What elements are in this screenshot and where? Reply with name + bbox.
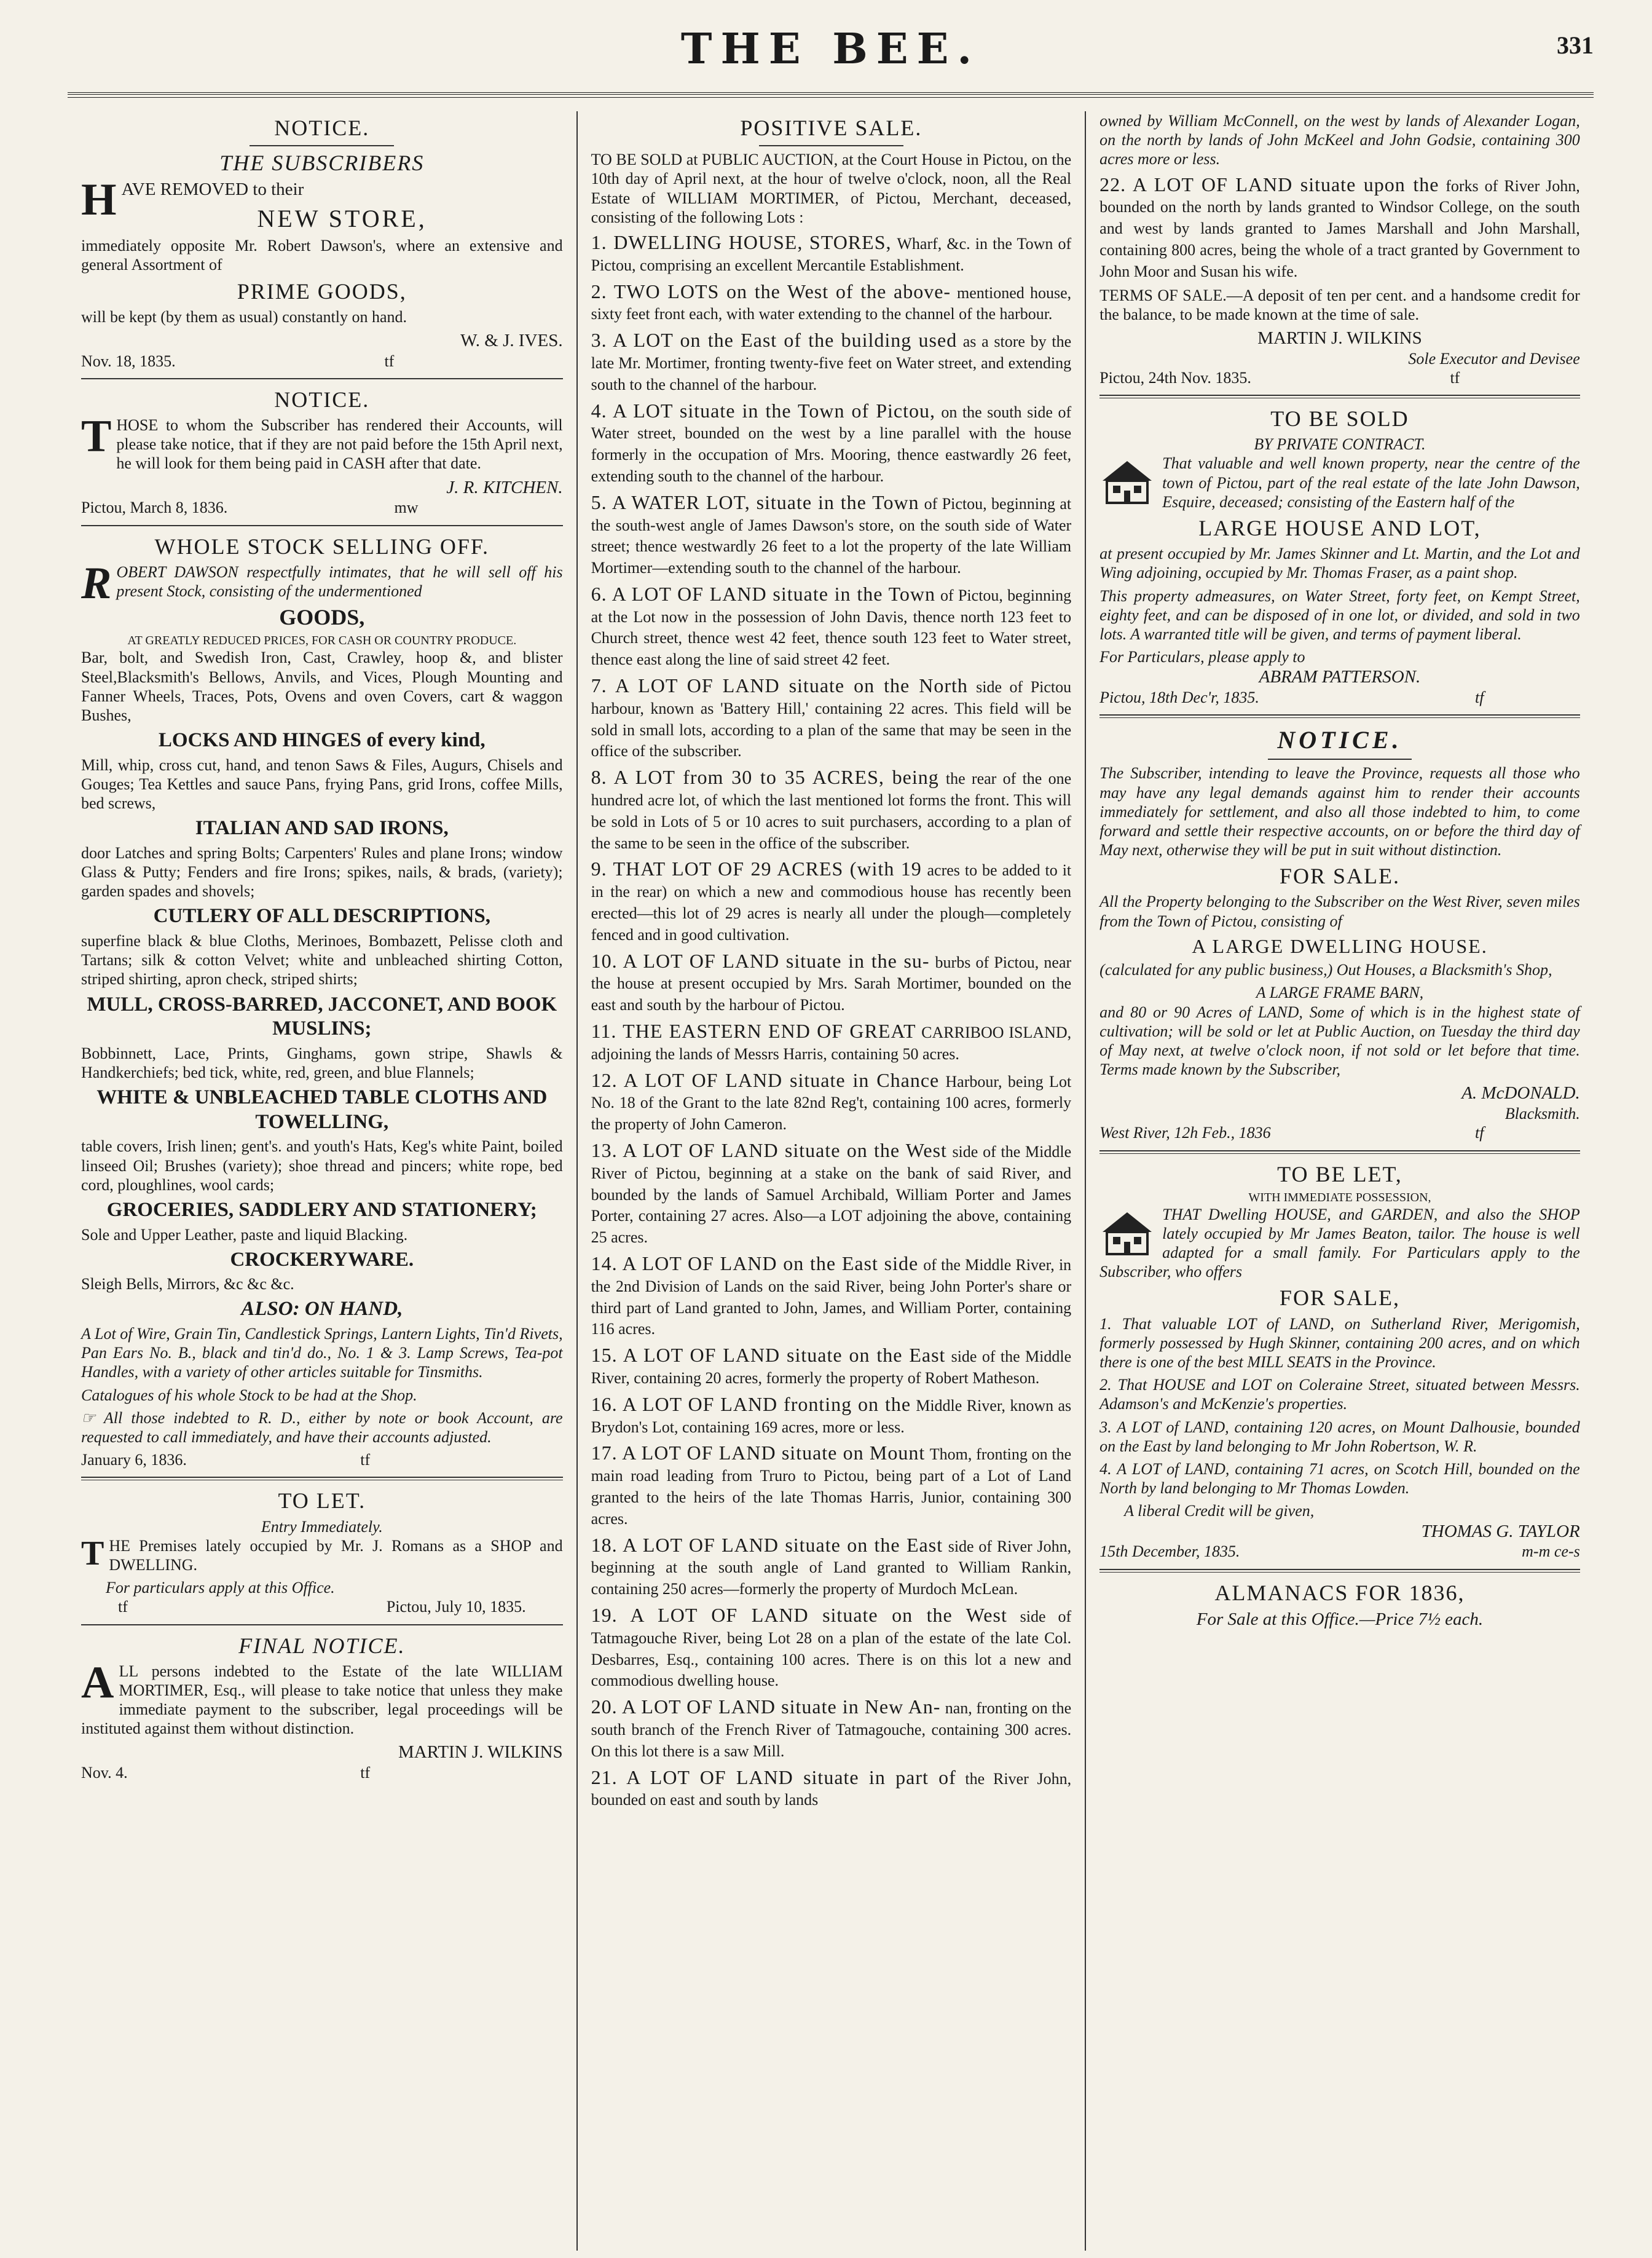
stock-text: door Latches and spring Bolts; Carpenters' Rules and plane Irons; window Glass & Putty; Fenders and fire Irons; spikes, nails, & brads, (variety); garden spades and shovels;	[81, 843, 563, 901]
signer: MARTIN J. WILKINS	[398, 1742, 563, 1763]
divider	[250, 145, 394, 146]
dwelling-heading: A LARGE DWELLING HOUSE.	[1192, 934, 1488, 957]
to-be-sold-sub: BY PRIVATE CONTRACT.	[1254, 435, 1426, 454]
masthead-rule	[68, 92, 1594, 98]
lot-lead: 8. A LOT from 30 to 35 ACRES, being	[591, 766, 939, 789]
stock-text: Sole and Upper Leather, paste and liquid Blacking.	[81, 1225, 408, 1244]
lot-item	[591, 674, 1072, 762]
divider	[81, 1624, 563, 1625]
lot-lead: 15. A LOT OF LAND situate on the East	[591, 1344, 946, 1367]
dropcap: R	[81, 558, 112, 609]
date: Nov. 18, 1835.	[81, 352, 176, 370]
lot-text: of the Middle River, in the 2nd Division of Lands on the said River, being John Porter's share or third part of Land granted to John, James, and William Porter, containing 116 acres.	[591, 1256, 1072, 1338]
lot-item	[591, 280, 1072, 325]
to-let-text: HE Premises lately occupied by Mr. J. Romans as a SHOP and DWELLING.	[109, 1536, 563, 1574]
lot-item	[1099, 173, 1580, 282]
lot-item	[591, 1603, 1072, 1691]
final-text: LL persons indebted to the Estate of the late WILLIAM MORTIMER, Esq., will please to take notice that unless they make immediate payment to the subscriber, legal proceedings will be instituted against them without distinction.	[81, 1662, 563, 1738]
lot-lead: 10. A LOT OF LAND situate in the su-	[591, 949, 930, 972]
lot-text: of Pictou, beginning at the Lot now in the possession of John Davis, thence north 123 feet to Church street, thence west 42 feet, thence south 123 feet to Water street, thence east along the line of said street 42 feet.	[591, 586, 1072, 669]
code: tf	[1474, 689, 1484, 707]
to-be-sold-text: This property admeasures, on Water Street, forty feet, on Kempt Street, eighty feet, and can be disposed of in one lot, or divided, and sold in two lots. A warranted title will be given, and terms of payment liberal.	[1099, 586, 1580, 643]
stock-ad	[81, 534, 563, 1470]
divider	[1099, 1569, 1580, 1573]
to-be-sold-heading: TO BE SOLD	[1270, 406, 1409, 432]
stock-text: Mill, whip, cross cut, hand, and tenon Saws & Files, Augurs, Chisels and Gouges; Tea Kettles and sauce Pans, frying Pans, grid Irons, coffee Mills, bed screws,	[81, 756, 563, 813]
divider	[81, 378, 563, 379]
lot-lead: 19. A LOT OF LAND situate on the West	[591, 1603, 1007, 1626]
notice-text: immediately opposite Mr. Robert Dawson's, where an extensive and general Assortment of	[81, 237, 563, 274]
lot-text: side of Pictou harbour, known as 'Battery Hill,' containing 22 acres. This field will be sold in small lots, according to a plan of the same that may be seen in the office of the subscriber.	[591, 678, 1072, 760]
signer: W. & J. IVES.	[460, 330, 563, 350]
divider	[1099, 714, 1580, 718]
date: West River, 12h Feb., 1836	[1099, 1124, 1271, 1142]
sale-item: 2. That HOUSE and LOT on Coleraine Street, situated between Messrs. Adamson's and McKenzie's properties.	[1099, 1376, 1580, 1413]
goods-heading: PRIME GOODS,	[237, 278, 407, 304]
lot-text: nan, fronting on the south branch of the French River of Tatmagouche, containing 300 acres. On this lot there is a saw Mill.	[591, 1699, 1072, 1760]
lot-item	[591, 1533, 1072, 1600]
stock-text: Bar, bolt, and Swedish Iron, Cast, Crawley, hoop &, and blister Steel,Blacksmith's Bellows, Anvils, and Vices, Plough Mounting and Fanner Wheels, Traces, Pots, Ovens and oven Covers, cart & waggon Bushes,	[81, 649, 563, 724]
stock-heading: WHOLE STOCK SELLING OFF.	[154, 534, 490, 559]
code: tf	[1474, 1124, 1484, 1142]
date: Pictou, 18th Dec'r, 1835.	[1099, 689, 1259, 707]
notice-heading: NOTICE.	[274, 116, 370, 140]
to-let-heading: TO LET.	[278, 1488, 366, 1514]
code: tf	[118, 1598, 128, 1616]
lot-text: burbs of Pictou, near the house at present occupied by Mrs. Sarah Mortimer, bounded on the east and south by the harbour of Pictou.	[591, 953, 1072, 1014]
stock-intro: OBERT DAWSON respectfully intimates, that he will sell off his present Stock, consisting of the undermentioned	[116, 563, 563, 601]
lot-lead: 13. A LOT OF LAND situate on the West	[591, 1139, 947, 1162]
stock-text: A Lot of Wire, Grain Tin, Candlestick Springs, Lantern Lights, Tin'd Rivets, Pan Ears No. B., black and tin'd do., No. 1 & 3. Lamp Screws, Tea-pot Handles, with a variety of other articles suitable for Tinsmiths.	[81, 1325, 563, 1381]
final-notice	[81, 1633, 563, 1783]
for-sale-heading: FOR SALE.	[1279, 864, 1400, 889]
lot-lead: 9. THAT LOT OF 29 ACRES (with 19	[591, 858, 922, 880]
lot-text: mentioned house, sixty feet front each, with water extending to the channel of the harbour.	[591, 283, 1072, 323]
subscribers-heading: THE SUBSCRIBERS	[219, 151, 425, 176]
stock-subheading: MULL, CROSS-BARRED, JACCONET, AND BOOK MUSLINS;	[87, 993, 557, 1040]
signer: J. R. KITCHEN.	[446, 477, 563, 497]
stock-subheading: ALSO: ON HAND,	[241, 1298, 403, 1320]
notice-text: will be kept (by them as usual) constantly on hand.	[81, 307, 407, 326]
code: m-m ce-s	[1522, 1542, 1580, 1561]
lot-item	[591, 491, 1072, 578]
notice-heading: NOTICE.	[274, 387, 370, 412]
notice-text: HOSE to whom the Subscriber has rendered their Accounts, will please take notice, that if they are not paid before the 15th April next, he will look for them being paid in CASH after that date.	[116, 416, 563, 473]
column-3	[1085, 111, 1594, 2251]
lot-lead: 7. A LOT OF LAND situate on the North	[591, 674, 968, 697]
lot-text: the River John, bounded on east and south by lands	[591, 1769, 1072, 1809]
large-house-heading: LARGE HOUSE AND LOT,	[1198, 516, 1481, 541]
divider	[81, 1477, 563, 1480]
lot-lead: 1. DWELLING HOUSE, STORES,	[591, 231, 892, 253]
store-heading: NEW STORE,	[257, 205, 427, 233]
lot-lead: 3. A LOT on the East of the building used	[591, 329, 958, 352]
stock-text: superfine black & blue Cloths, Merinoes, Bombazett, Pelisse cloth and Tartans; silk & cotton Velvet; white and unbleached shirting Cotton, striped shirting, apron check, striped shirts;	[81, 932, 563, 989]
stock-text: ☞ All those indebted to R. D., either by note or book Account, are requested to call immediately, and have their accounts adjusted.	[81, 1408, 563, 1447]
house-icon	[1099, 1207, 1155, 1257]
terms-of-sale: TERMS OF SALE.—A deposit of ten per cent. and a handsome credit for the balance, to be made known at the time of sale.	[1099, 286, 1580, 323]
to-be-sold-text: at present occupied by Mr. James Skinner and Lt. Martin, and the Lot and Wing adjoining, occupied by Mr. Thomas Fraser, as a paint shop.	[1099, 545, 1580, 582]
code: tf	[1450, 368, 1460, 387]
lot-text: CARRIBOO ISLAND, adjoining the lands of Messrs Harris, containing 50 acres.	[591, 1024, 1072, 1063]
notice-heading: NOTICE.	[1277, 726, 1402, 754]
stock-text: Catalogues of his whole Stock to be had at the Shop.	[81, 1386, 417, 1404]
column-1	[68, 111, 576, 2251]
lot-text: the rear of the one hundred acre lot, of which the last mentioned lot forms the front. This will be sold in Lots of 5 or 10 acres to suit purchasers, according to a plan of the same to be seen in the office of the subscriber.	[591, 770, 1072, 852]
stock-subheading: CUTLERY OF ALL DESCRIPTIONS,	[153, 905, 490, 928]
stock-text: Sleigh Bells, Mirrors, &c &c &c.	[81, 1275, 294, 1293]
date: Pictou, March 8, 1836.	[81, 499, 228, 517]
lot-text: side of the Middle River, containing 20 acres, formerly the property of Robert Matheson.	[591, 1348, 1072, 1387]
stock-text: table covers, Irish linen; gent's. and youth's Hats, Keg's white Paint, boiled linseed Oil; Brushes (variety); shoe thread and pincers; white rope, bed cord, ploughlines, wool cards;	[81, 1137, 563, 1194]
code: mw	[394, 499, 419, 517]
stock-subheading: GROCERIES, SADDLERY AND STATIONERY;	[106, 1198, 537, 1221]
positive-sale-heading: POSITIVE SALE.	[740, 116, 922, 140]
lot-lead: 11. THE EASTERN END OF GREAT	[591, 1020, 916, 1043]
lot-item	[591, 1392, 1072, 1438]
apply-note: For particulars apply at this Office.	[106, 1579, 335, 1597]
to-be-let-sub: WITH IMMEDIATE POSSESSION,	[1248, 1190, 1431, 1204]
for-sale-heading: FOR SALE,	[1279, 1285, 1400, 1311]
lot-text: side of the Middle River of Pictou, beginning at a stake on the bank of said River, and bounded by the lands of Samuel Archibald, William Porter and James Porter, containing 27 acres. Also—a LOT adjoining the above, containing 25 acres.	[591, 1143, 1072, 1247]
date: January 6, 1836.	[81, 1451, 187, 1469]
notice-ives	[81, 115, 563, 371]
lot-item	[591, 328, 1072, 395]
lot-item	[591, 1766, 1072, 1811]
divider	[1099, 395, 1580, 398]
columns	[68, 111, 1594, 2251]
signer: MARTIN J. WILKINS	[1257, 328, 1422, 348]
lot-list	[591, 231, 1072, 1810]
stock-subheading: WHITE & UNBLEACHED TABLE CLOTHS AND TOWELLING,	[96, 1086, 548, 1133]
to-be-sold-ad	[1099, 406, 1580, 707]
for-sale-text: and 80 or 90 Acres of LAND, Some of which is in the highest state of cultivation; will be sold or let at Public Auction, on Tuesday the third day of May next, at twelve o'clock noon, if not sold or let before that time. Terms made known by the Subscriber,	[1099, 1003, 1580, 1079]
notice-text: AVE REMOVED to their	[121, 180, 304, 200]
lot-text: Wharf, &c. in the Town of Pictou, comprising an excellent Mercantile Establishment.	[591, 234, 1072, 274]
lot-item	[591, 399, 1072, 487]
continued-text: owned by William McConnell, on the west by lands of Alexander Logan, on the north by lands of John McKeel and John Godsie, containing 300 acres more or less.	[1099, 112, 1580, 168]
lot-text: of Pictou, beginning at the south-west angle of James Dawson's store, on the south side of Water street; thence westwardly 26 feet to a lot the property of the late William Mortimer—extending south to the channel of the harbour.	[591, 494, 1072, 577]
almanacs-text: For Sale at this Office.—Price 7½ each.	[1196, 1609, 1484, 1629]
divider	[1268, 759, 1412, 760]
lot-item	[591, 1441, 1072, 1529]
credit-note: A liberal Credit will be given,	[1124, 1502, 1315, 1520]
signer: A. McDONALD.	[1461, 1083, 1580, 1103]
lot-item	[591, 765, 1072, 853]
sale-intro: TO BE SOLD at PUBLIC AUCTION, at the Court House in Pictou, on the 10th day of April next, at the hour of twelve o'clock, noon, all the Real Estate of WILLIAM MORTIMER, of Pictou, Merchant, deceased, consisting of the following Lots :	[591, 151, 1072, 226]
almanacs-heading: ALMANACS FOR 1836,	[1214, 1580, 1465, 1605]
to-be-let-text: THAT Dwelling HOUSE, and GARDEN, and also the SHOP lately occupied by Mr James Beaton, tailor. The house is well adapted for a small family. For Particulars apply to the Subscriber, who offers	[1099, 1205, 1580, 1281]
final-heading: FINAL NOTICE.	[238, 1633, 406, 1658]
date: Pictou, July 10, 1835.	[386, 1598, 526, 1616]
date: Nov. 4.	[81, 1764, 128, 1782]
newspaper-title: THE BEE.	[680, 25, 981, 74]
lot-lead: 18. A LOT OF LAND situate on the East	[591, 1533, 943, 1556]
price-note: AT GREATLY REDUCED PRICES, FOR CASH OR COUNTRY PRODUCE.	[127, 634, 517, 648]
code: tf	[360, 1451, 371, 1469]
lot-lead: 2. TWO LOTS on the West of the above-	[591, 280, 951, 302]
lot-item	[591, 1068, 1072, 1135]
code: tf	[360, 1764, 371, 1782]
signer: THOMAS G. TAYLOR	[1421, 1521, 1580, 1541]
page-number: 331	[1557, 31, 1594, 59]
lot-lead: 12. A LOT OF LAND situate in Chance	[591, 1068, 940, 1091]
lot-item	[591, 1343, 1072, 1389]
to-be-sold-text: That valuable and well known property, near the centre of the town of Pictou, part of the real estate of the late John Dawson, Esquire, deceased; consisting of the Eastern half of the	[1162, 454, 1580, 511]
lot-text: on the south side of Water street, bounded on the west by a line parallel with the house formerly in the occupation of Mrs. Mooring, thence eastwardly 26 feet, extending south to the channel of the harbour.	[591, 403, 1072, 485]
lot-item	[591, 582, 1072, 670]
apply-note: For Particulars, please apply to	[1099, 648, 1305, 666]
house-icon	[1099, 456, 1155, 505]
to-let-sub: Entry Immediately.	[261, 1517, 383, 1536]
lot-text: side of Tatmagouche River, being Lot 28 on a plan of the estate of the late Col. Desbarres, Esq., containing 100 acres. There is on this lot a new and commodious dwelling house.	[591, 1607, 1072, 1690]
sale-item: 3. A LOT of LAND, containing 120 acres, on Mount Dalhousie, bounded on the East by land belonging to Mr John Robertson, W. R.	[1099, 1418, 1580, 1455]
lot-lead: 20. A LOT OF LAND situate in New An-	[591, 1695, 941, 1718]
signer-role: Sole Executor and Devisee	[1408, 349, 1580, 368]
stock-subheading: ITALIAN AND SAD IRONS,	[195, 817, 449, 840]
for-sale-ad	[1099, 863, 1580, 1142]
lot-lead: 17. A LOT OF LAND situate on Mount	[591, 1442, 926, 1464]
for-sale-text: All the Property belonging to the Subscriber on the West River, seven miles from the Town of Pictou, consisting of	[1099, 893, 1580, 930]
goods-heading: GOODS,	[279, 605, 365, 630]
to-let-ad	[81, 1488, 563, 1616]
dropcap: T	[81, 411, 112, 462]
date: 15th December, 1835.	[1099, 1542, 1240, 1561]
stock-text: Bobbinnett, Lace, Prints, Ginghams, gown stripe, Shawls & Handkerchiefs; bed tick, white, red, green, and blue Flannels;	[81, 1044, 563, 1081]
sale-item: 1. That valuable LOT of LAND, on Sutherland River, Merigomish, formerly possessed by Hugh Skinner, containing 200 acres, and on which there is one of the best MILL SEATS in the Province.	[1099, 1314, 1580, 1372]
for-sale-lots	[1099, 1285, 1580, 1561]
masthead	[68, 25, 1594, 92]
lot-text: Thom, fronting on the main road leading from Truro to Pictou, being part of a Lot of Land granted to the heirs of the late Thomas Harris, Junior, containing 300 acres.	[591, 1445, 1072, 1528]
notice-kitchen	[81, 387, 563, 518]
lot-text: as a store by the late Mr. Mortimer, fronting twenty-five feet on Water street, and extending south to the channel of the harbour.	[591, 333, 1072, 393]
notice-text: The Subscriber, intending to leave the Province, requests all those who may have any legal demands against him to render their accounts immediately for settlement, and also all those indebted to him, to come forward and settle their respective accounts, on or before the third day of May next, otherwise they will be put in suit without distinction.	[1099, 764, 1580, 859]
lot-text: forks of River John, bounded on the north by lands granted to Windsor College, on the south and west by lands granted to James Marshall and John Marshall, containing 800 acres, being the whole of a tract granted by Government to John Moor and Susan his wife.	[1099, 176, 1580, 280]
dropcap: H	[81, 175, 117, 226]
notice-leaving	[1099, 725, 1580, 859]
lot-lead: 5. A WATER LOT, situate in the Town	[591, 491, 919, 513]
lot-item	[591, 231, 1072, 276]
date: Pictou, 24th Nov. 1835.	[1099, 368, 1251, 387]
sale-item: 4. A LOT of LAND, containing 71 acres, on Scotch Hill, bounded on the North by land belonging to Mr Thomas Lowden.	[1099, 1459, 1580, 1498]
lot-item	[591, 1252, 1072, 1340]
dropcap: A	[81, 1657, 114, 1708]
for-sale-text: (calculated for any public business,) Out Houses, a Blacksmith's Shop,	[1099, 961, 1552, 979]
signer-role: Blacksmith.	[1504, 1105, 1580, 1123]
lot-lead: 6. A LOT OF LAND situate in the Town	[591, 582, 936, 605]
lot-lead: 4. A LOT situate in the Town of Pictou,	[591, 399, 935, 422]
lot-item	[591, 949, 1072, 1016]
barn-heading: A LARGE FRAME BARN,	[1256, 984, 1424, 1002]
lot-lead: 21. A LOT OF LAND situate in part of	[591, 1766, 956, 1788]
stock-subheading: CROCKERYWARE.	[230, 1248, 414, 1271]
signer: ABRAM PATTERSON.	[1259, 667, 1421, 687]
to-be-let-heading: TO BE LET,	[1277, 1161, 1402, 1186]
column-2	[576, 111, 1085, 2251]
dropcap: T	[81, 1534, 104, 1573]
lot-text: side of River John, beginning at the south angle of Land granted to William Rankin, containing 250 acres—formerly the property of Murdoch McLean.	[591, 1537, 1072, 1598]
lot-item	[591, 1139, 1072, 1248]
divider	[759, 145, 903, 146]
lot-lead: 16. A LOT OF LAND fronting on the	[591, 1392, 911, 1415]
divider	[81, 525, 563, 526]
lot-item	[591, 1019, 1072, 1065]
lot-item	[591, 1695, 1072, 1761]
stock-subheading: LOCKS AND HINGES of every kind,	[158, 729, 486, 752]
lot-item	[591, 857, 1072, 945]
lot-lead: 22. A LOT OF LAND situate upon the	[1099, 173, 1439, 195]
to-be-let-ad	[1099, 1161, 1580, 1282]
lot-text: acres to be added to it in the rear) on which a new and commodious house has recently been erected—this lot of 29 acres is nearly all under the plough—completely fenced and in good cultivation.	[591, 861, 1072, 944]
lot-text: Middle River, known as Brydon's Lot, containing 169 acres, more or less.	[591, 1396, 1072, 1436]
code: tf	[384, 352, 395, 370]
divider	[1099, 1150, 1580, 1154]
lot-text: Harbour, being Lot No. 18 of the Grant to the late 82nd Reg't, containing 100 acres, formerly the property of John Cameron.	[591, 1072, 1072, 1134]
lot-lead: 14. A LOT OF LAND on the East side	[591, 1252, 919, 1274]
almanacs-ad	[1099, 1580, 1580, 1630]
